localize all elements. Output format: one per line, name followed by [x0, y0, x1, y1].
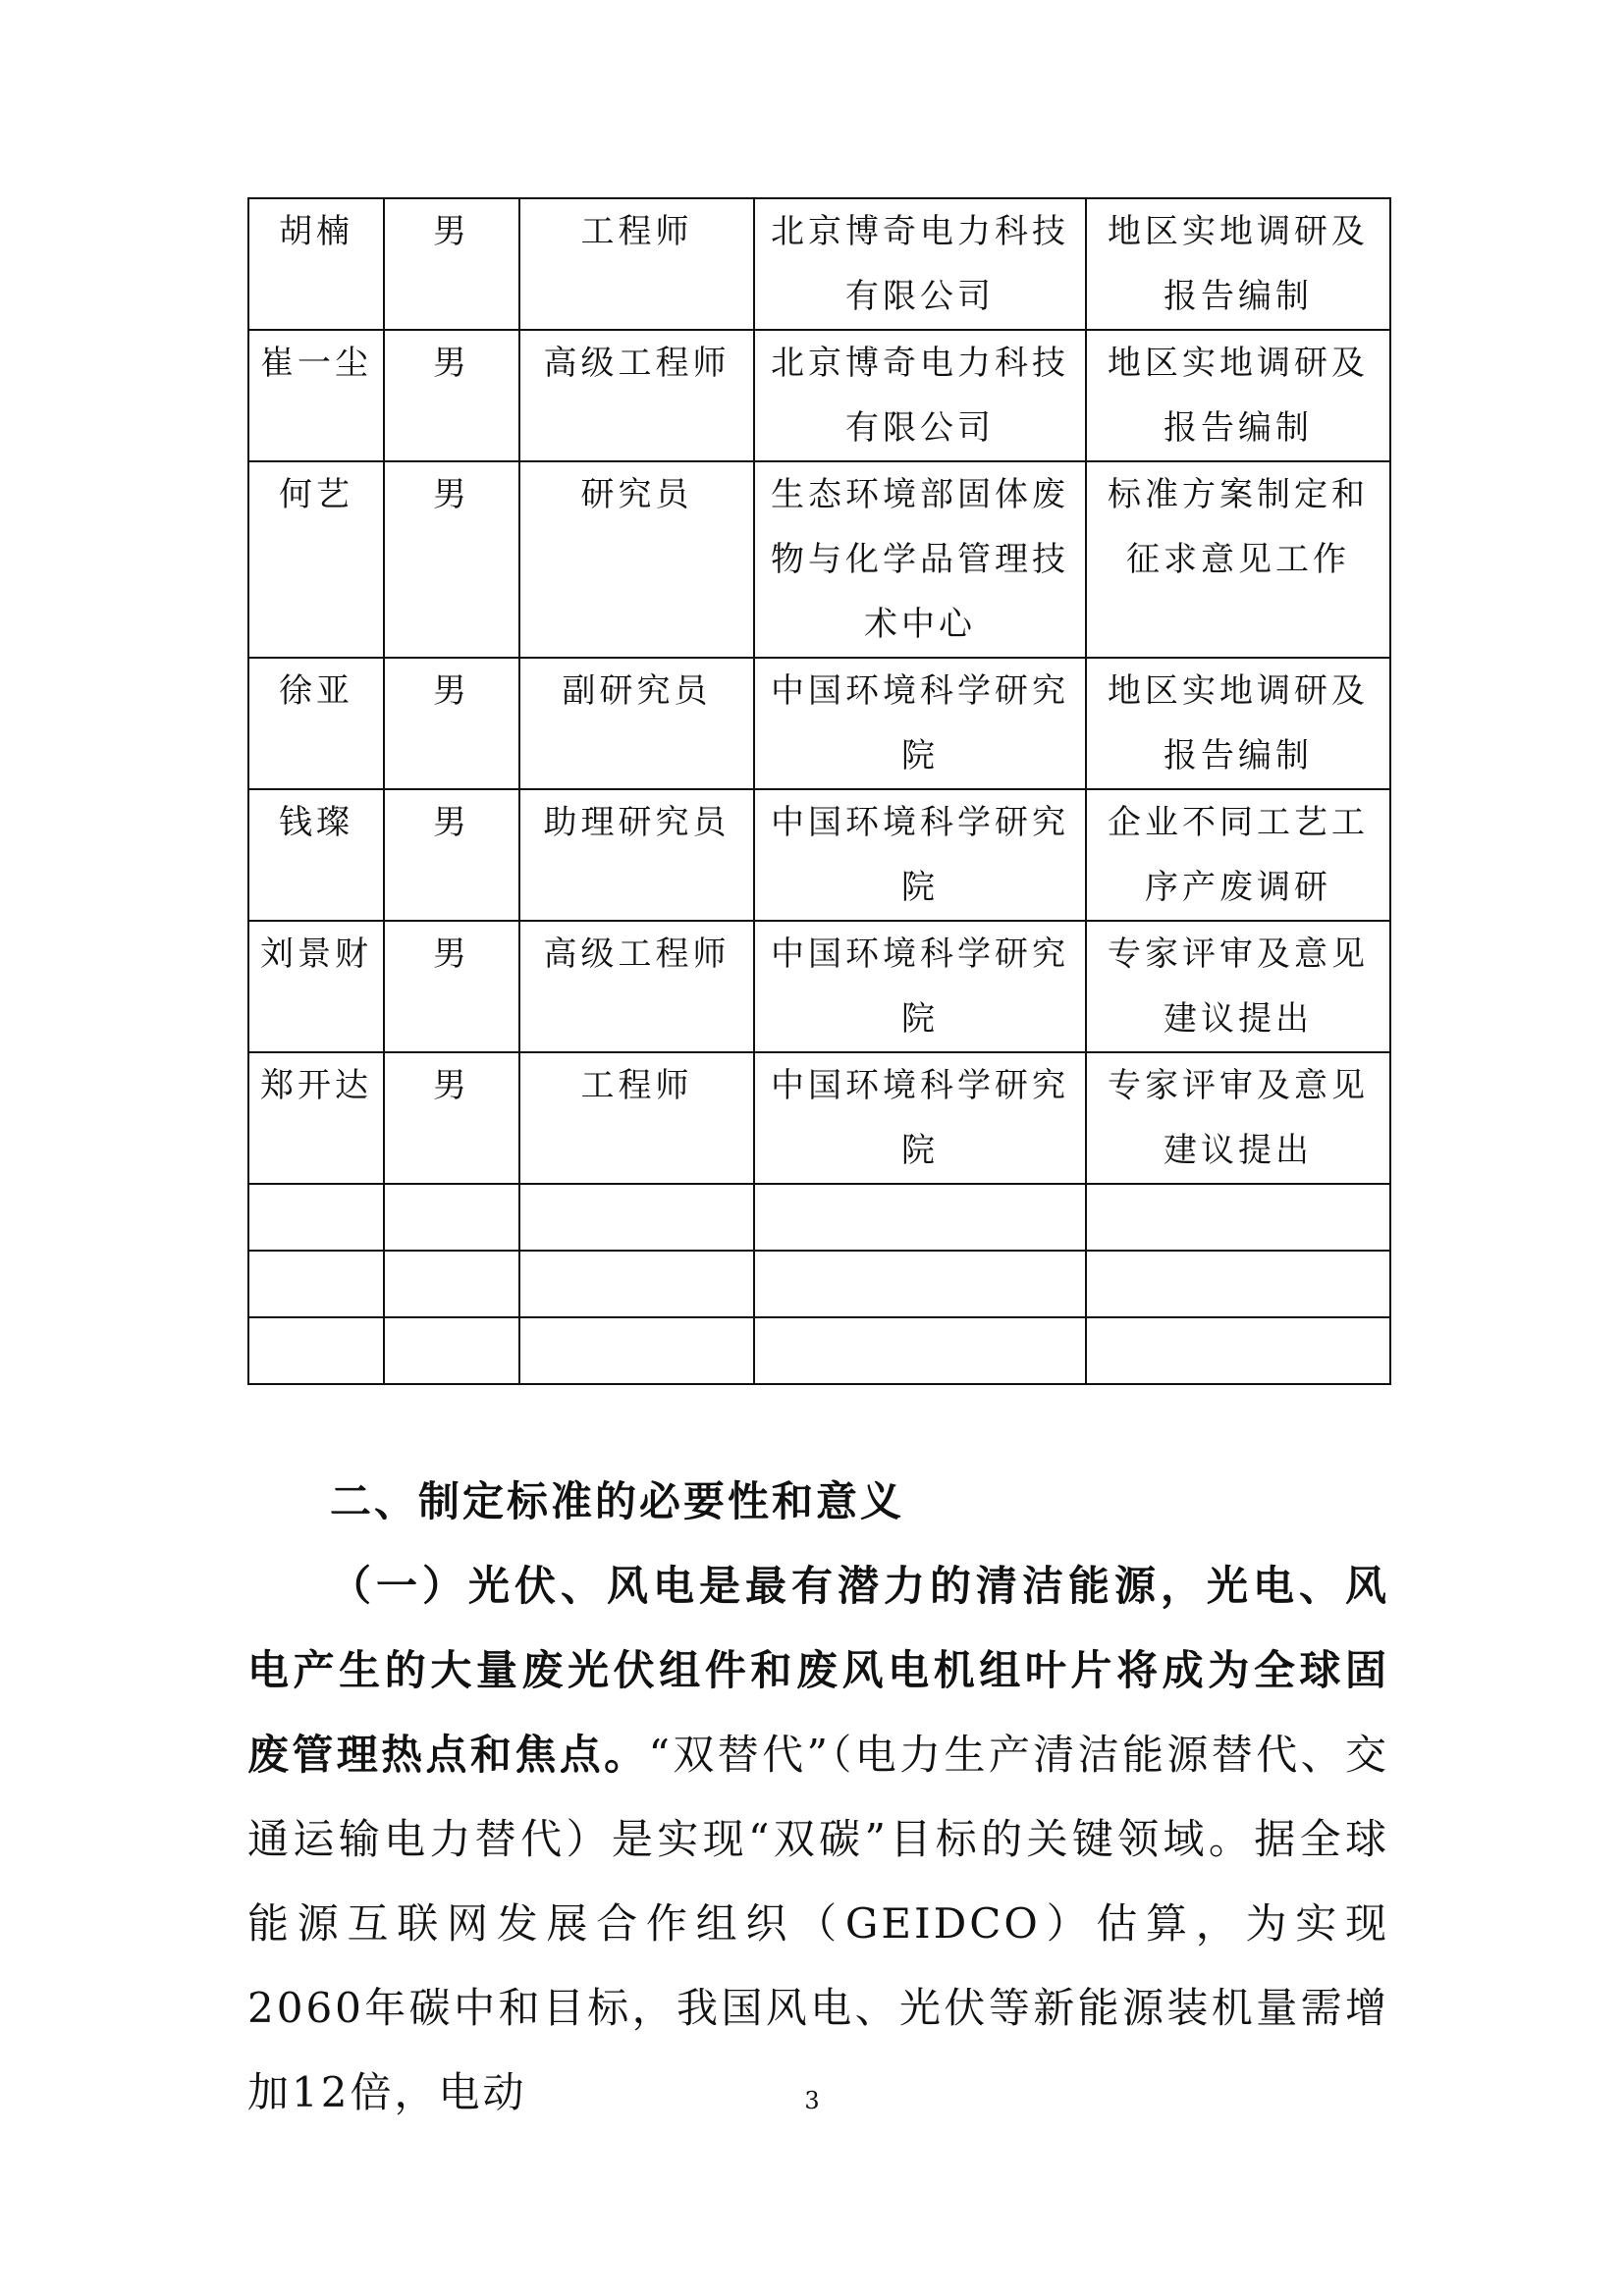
cell-title: 高级工程师 [519, 330, 754, 461]
paragraph-body-text: “双替代”（电力生产清洁能源替代、交通运输电力替代）是实现“双碳”目标的关键领域。据全球能源互联网发展合作组织（GEIDCO）估算，为实现2060年碳中和目标，我国风电、光伏等新能源装机量需增加12倍，电动 [247, 1731, 1389, 2116]
cell-gender: 男 [384, 921, 519, 1052]
cell-title: 工程师 [519, 198, 754, 330]
empty-cell [248, 1317, 384, 1384]
cell-title: 工程师 [519, 1052, 754, 1184]
empty-cell [519, 1251, 754, 1317]
cell-organization: 中国环境科学研究院 [754, 658, 1086, 789]
table-row [248, 789, 1390, 921]
cell-gender: 男 [384, 461, 519, 658]
cell-gender: 男 [384, 330, 519, 461]
cell-task: 专家评审及意见建议提出 [1086, 1052, 1390, 1184]
section-paragraph [247, 1544, 1389, 2135]
cell-title: 研究员 [519, 461, 754, 658]
cell-organization: 北京博奇电力科技有限公司 [754, 330, 1086, 461]
empty-table-row [248, 1251, 1390, 1317]
empty-cell [754, 1251, 1086, 1317]
cell-title: 高级工程师 [519, 921, 754, 1052]
cell-name: 钱璨 [248, 789, 384, 921]
empty-table-row [248, 1317, 1390, 1384]
cell-organization: 中国环境科学研究院 [754, 1052, 1086, 1184]
cell-task: 专家评审及意见建议提出 [1086, 921, 1390, 1052]
table-row [248, 330, 1390, 461]
table-row [248, 1052, 1390, 1184]
cell-name: 崔一尘 [248, 330, 384, 461]
cell-organization: 生态环境部固体废物与化学品管理技术中心 [754, 461, 1086, 658]
empty-cell [248, 1184, 384, 1251]
empty-cell [248, 1251, 384, 1317]
cell-gender: 男 [384, 789, 519, 921]
page-number: 3 [804, 2087, 820, 2114]
cell-task: 地区实地调研及报告编制 [1086, 198, 1390, 330]
cell-name: 郑开达 [248, 1052, 384, 1184]
empty-cell [1086, 1184, 1390, 1251]
table-row [248, 921, 1390, 1052]
empty-cell [1086, 1251, 1390, 1317]
empty-cell [519, 1184, 754, 1251]
section-heading: 二、制定标准的必要性和意义 [330, 1477, 905, 1525]
cell-name: 徐亚 [248, 658, 384, 789]
cell-gender: 男 [384, 198, 519, 330]
cell-title: 助理研究员 [519, 789, 754, 921]
cell-title: 副研究员 [519, 658, 754, 789]
paragraph-bold-lead: （一）光伏、风电是最有潜力的清洁能源，光电、风电产生的大量废光伏组件和废风电机组叶片将成为全球固废管理热点和焦点。 [247, 1562, 1389, 1779]
staff-table-container [247, 197, 1389, 1385]
cell-organization: 北京博奇电力科技有限公司 [754, 198, 1086, 330]
cell-task: 企业不同工艺工序产废调研 [1086, 789, 1390, 921]
table-row [248, 461, 1390, 658]
cell-name: 何艺 [248, 461, 384, 658]
empty-cell [384, 1184, 519, 1251]
empty-cell [754, 1184, 1086, 1251]
cell-name: 刘景财 [248, 921, 384, 1052]
empty-cell [754, 1317, 1086, 1384]
cell-organization: 中国环境科学研究院 [754, 789, 1086, 921]
cell-name: 胡楠 [248, 198, 384, 330]
table-row [248, 658, 1390, 789]
empty-cell [384, 1317, 519, 1384]
table-row [248, 198, 1390, 330]
empty-cell [384, 1251, 519, 1317]
cell-gender: 男 [384, 1052, 519, 1184]
cell-task: 标准方案制定和征求意见工作 [1086, 461, 1390, 658]
cell-organization: 中国环境科学研究院 [754, 921, 1086, 1052]
cell-task: 地区实地调研及报告编制 [1086, 330, 1390, 461]
section-body [247, 1460, 1389, 2135]
cell-task: 地区实地调研及报告编制 [1086, 658, 1390, 789]
empty-cell [1086, 1317, 1390, 1384]
staff-table [247, 197, 1391, 1385]
cell-gender: 男 [384, 658, 519, 789]
empty-cell [519, 1317, 754, 1384]
empty-table-row [248, 1184, 1390, 1251]
